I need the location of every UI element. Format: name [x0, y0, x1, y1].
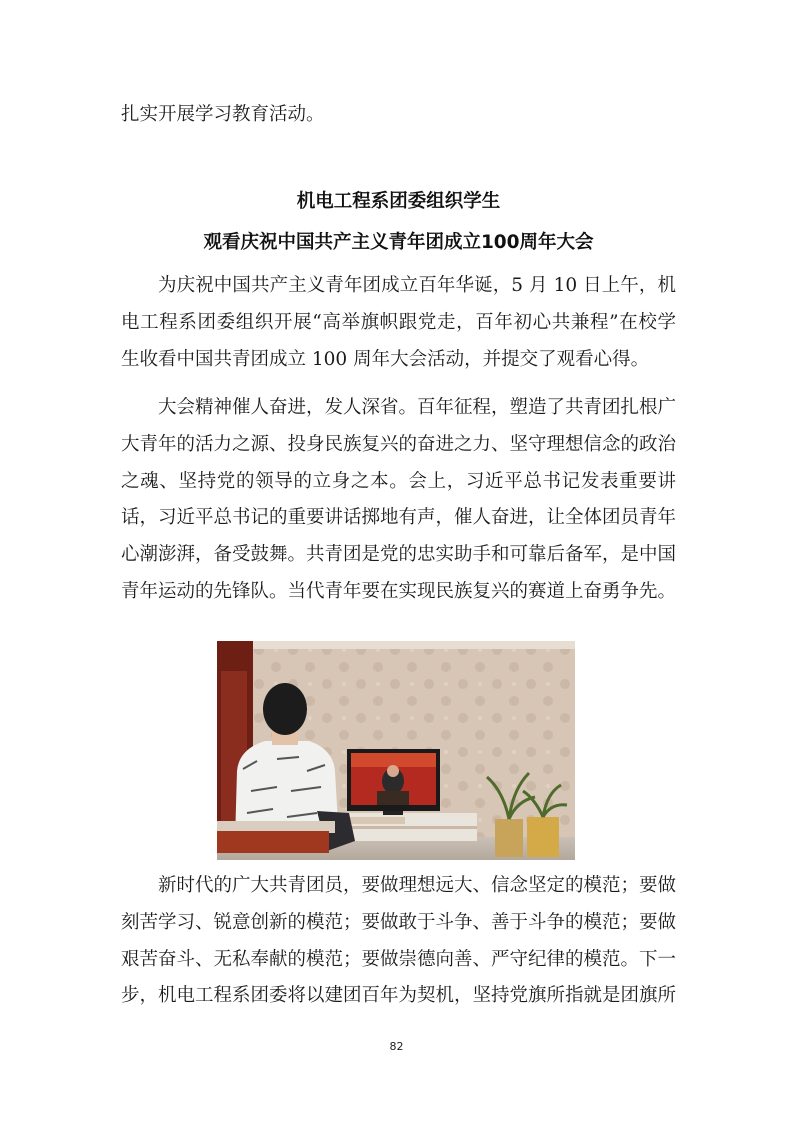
article-title-line-1: 机电工程系团委组织学生: [296, 191, 501, 212]
page-number: 82: [389, 1040, 404, 1053]
body-paragraph-1: 为庆祝中国共产主义青年团成立百年华诞，5 月 10 日上午，机电工程系团委组织开展“高举旗帜跟党走，百年初心共兼程”在校学生收看中国共青团成立 100 周年大会活动，并提交了观看心得。: [121, 275, 676, 370]
article-title-line-2: 观看庆祝中国共产主义青年团成立100周年大会: [203, 232, 594, 253]
body-paragraph-3: 新时代的广大共青团员，要做理想远大、信念坚定的模范；要做刻苦学习、锐意创新的模范；要做敢于斗争、善于斗争的模范；要做艰苦奋斗、无私奉献的模范；要做崇德向善、严守纪律的模范。下一步，机电工程系团委将以建团百年为契机，坚持党旗所指就是团旗所: [121, 875, 677, 1007]
intro-paragraph-tail: 扎实开展学习教育活动。: [121, 104, 325, 125]
body-paragraph-2: 大会精神催人奋进，发人深省。百年征程，塑造了共青团扎根广大青年的活力之源、投身民族复兴的奋进之力、坚守理想信念的政治之魂、坚持党的领导的立身之本。会上，习近平总书记发表重要讲话，习近平总书记的重要讲话掷地有声，催人奋进，让全体团员青年心潮澎湃，备受鼓舞。共青团是党的忠实助手和可靠后备军，是中国青年运动的先锋队。当代青年要在实现民族复兴的赛道上奋勇争先。: [121, 397, 677, 602]
student-watching-tv-photo: [217, 641, 575, 860]
